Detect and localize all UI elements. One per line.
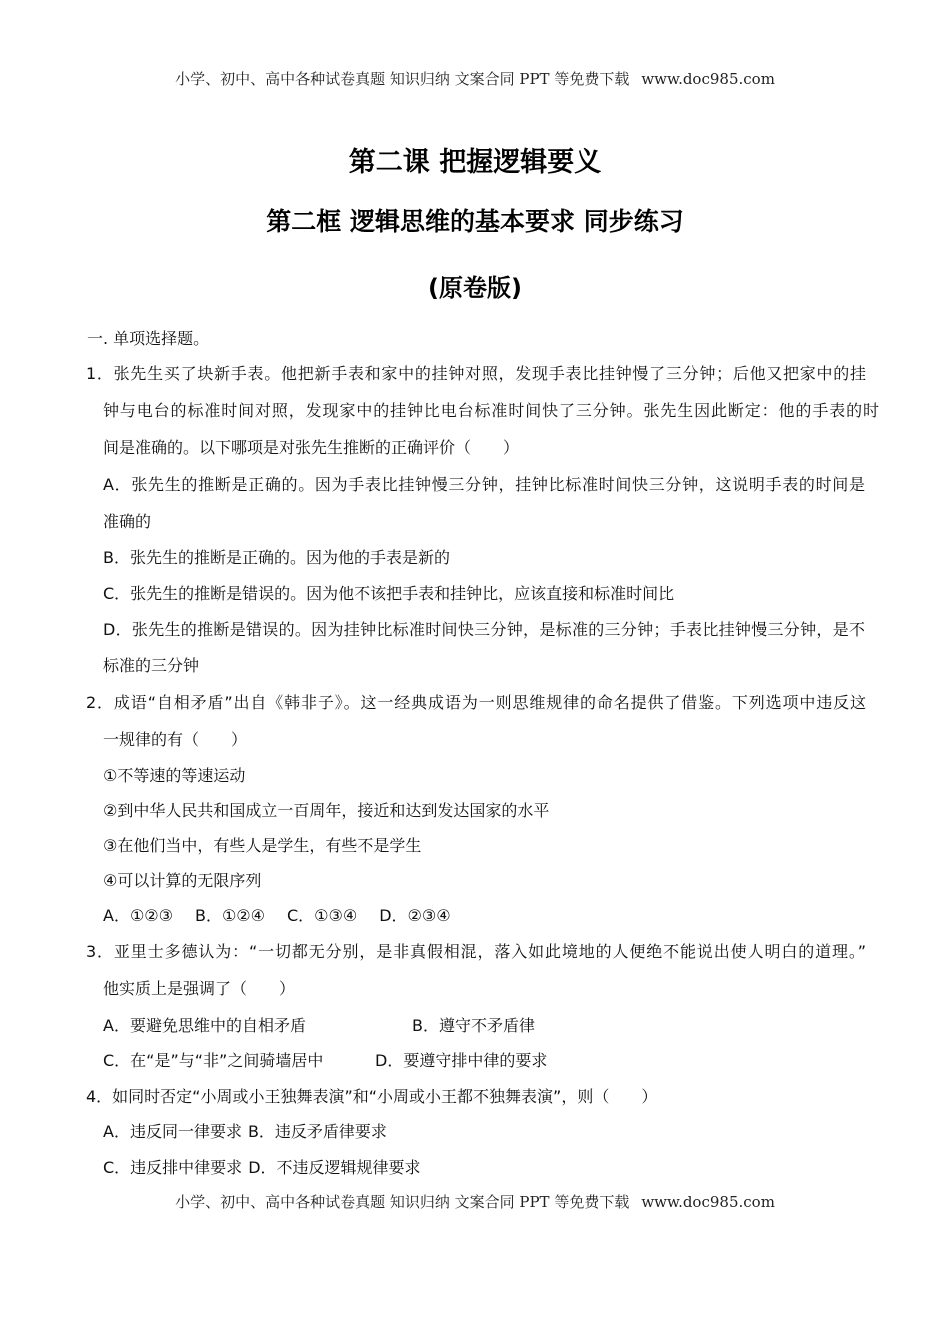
q1-option-a-line1: A．张先生的推断是正确的。因为手表比挂钟慢三分钟，挂钟比标准时间快三分钟，这说明手表的时间是 [103,475,865,494]
header-text: 小学、初中、高中各种试卷真题 知识归纳 文案合同 PPT 等免费下载 [175,70,630,88]
footer-url: www.doc985.com [641,1193,775,1211]
q4-options-row1 [103,1122,387,1142]
page-footer [0,1191,950,1212]
edition-title: (原卷版) [428,274,522,302]
q2-option-a: A．①②③ [103,906,173,925]
q4-line1: 4．如同时否定“小周或小王独舞表演”和“小周或小王都不独舞表演”，则（ ） [86,1087,658,1106]
q1-option-a-line2: 准确的 [103,512,152,531]
section-title: 第二框 逻辑思维的基本要求 同步练习 [266,207,684,236]
q1-option-d-line1: D．张先生的推断是错误的。因为挂钟比标准时间快三分钟，是标准的三分钟；手表比挂钟慢三分钟，是不 [103,620,865,639]
q3-line2: 他实质上是强调了（ ） [103,979,296,998]
footer-text: 小学、初中、高中各种试卷真题 知识归纳 文案合同 PPT 等免费下载 [175,1193,630,1211]
q3-option-b: B．遵守不矛盾律 [412,1016,535,1035]
q4-option-d: D．不违反逻辑规律要求 [248,1158,421,1177]
q2-item-1: ①不等速的等速运动 [103,766,246,785]
lesson-title: 第二课 把握逻辑要义 [348,147,602,178]
q2-item-3: ③在他们当中，有些人是学生，有些不是学生 [103,836,422,855]
q4-options-row2 [103,1158,421,1178]
q1-line1: 1．张先生买了块新手表。他把新手表和家中的挂钟对照，发现手表比挂钟慢了三分钟；后他又把家中的挂 [86,364,866,383]
q2-item-2: ②到中华人民共和国成立一百周年，接近和达到发达国家的水平 [103,801,550,820]
q2-option-c: C．①③④ [287,906,358,925]
q1-line3: 间是准确的。以下哪项是对张先生推断的正确评价（ ） [103,438,520,457]
section-heading: 一. 单项选择题。 [87,329,210,348]
q4-option-c: C．违反排中律要求 [103,1158,243,1177]
q3-line1: 3．亚里士多德认为：“一切都无分别，是非真假相混，落入如此境地的人便绝不能说出使人明白的道理。” [86,942,866,961]
q2-line2: 一规律的有（ ） [103,730,248,749]
q3-option-c: C．在“是”与“非”之间骑墙居中 [103,1051,324,1070]
page-header [0,68,950,89]
q3-option-a: A．要避免思维中的自相矛盾 [103,1016,306,1035]
q2-option-b: B．①②④ [194,906,265,925]
q2-options [103,906,451,926]
q2-item-4: ④可以计算的无限序列 [103,871,262,890]
q2-line1: 2．成语“自相矛盾”出自《韩非子》。这一经典成语为一则思维规律的命名提供了借鉴。下列选项中违反这 [86,693,866,712]
q1-option-d-line2: 标准的三分钟 [103,656,200,675]
q1-option-c: C．张先生的推断是错误的。因为他不该把手表和挂钟比，应该直接和标准时间比 [103,584,675,603]
q4-option-b: B．违反矛盾律要求 [247,1122,387,1141]
q2-option-d: D．②③④ [379,906,451,925]
q1-option-b: B．张先生的推断是正确的。因为他的手表是新的 [103,548,450,567]
q3-option-d: D．要遵守排中律的要求 [375,1051,548,1070]
header-url: www.doc985.com [641,70,775,88]
q4-option-a: A．违反同一律要求 [103,1122,242,1141]
q1-line2: 钟与电台的标准时间对照，发现家中的挂钟比电台标准时间快了三分钟。张先生因此断定：他的手表的时 [103,401,879,420]
